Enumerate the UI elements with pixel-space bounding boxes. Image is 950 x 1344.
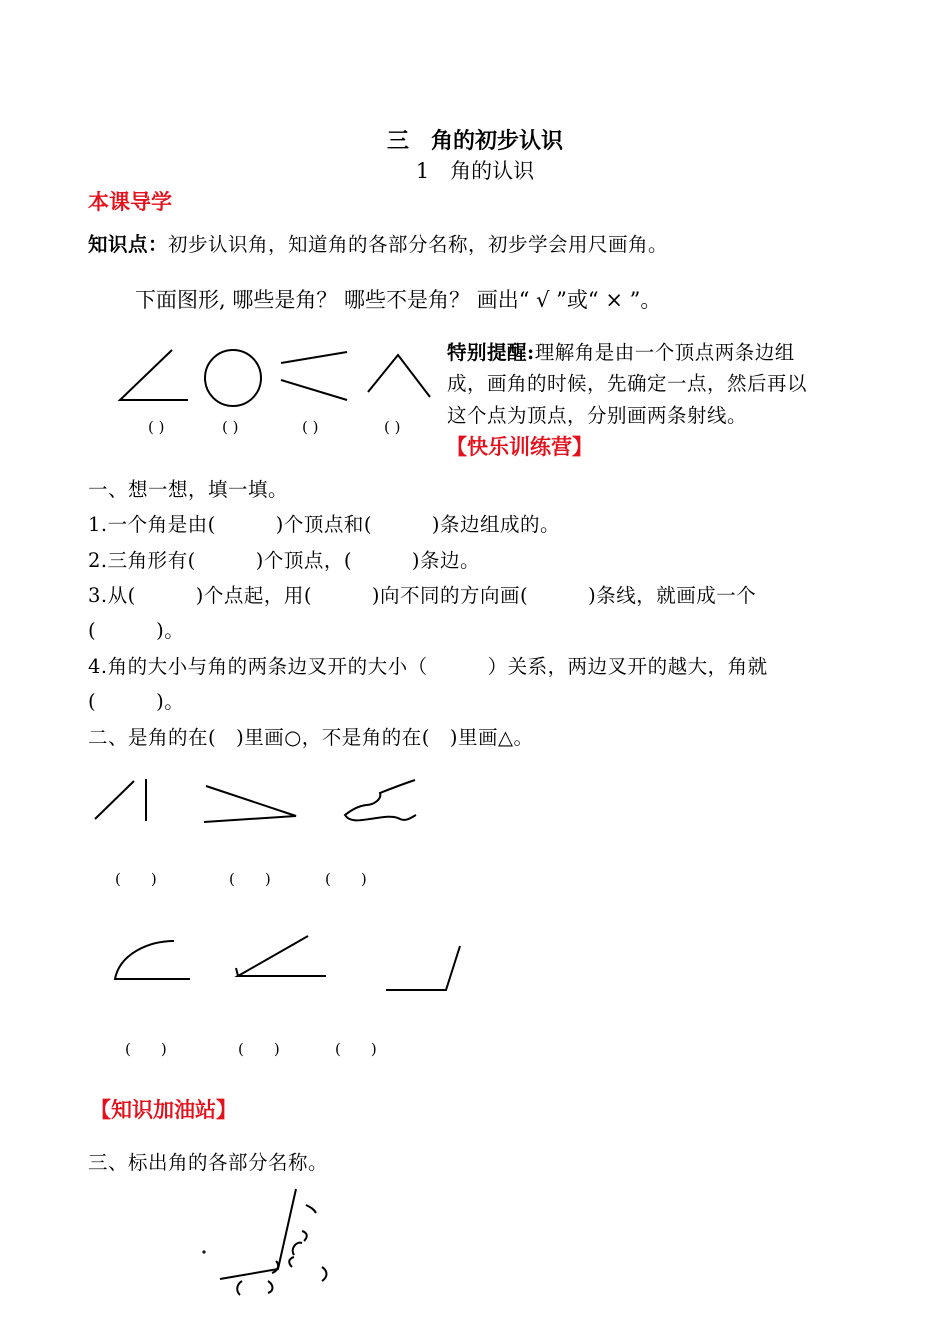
tip-line-3: 这个点为顶点，分别画两条射线。 — [447, 404, 748, 427]
figure-obtuse-angle — [380, 940, 470, 995]
figure-angle — [110, 345, 200, 410]
figure-wavy-shape — [340, 775, 430, 835]
answer-slot[interactable]: ( ) — [148, 418, 165, 436]
tip-line-1: 特别提醒:理解角是由一个顶点两条边组 — [447, 341, 795, 364]
question-4-cont: ( )。 — [88, 690, 185, 713]
figure-curved-corner — [110, 935, 200, 985]
question-4: 4.角的大小与角的两条边叉开的大小（ ）关系，两边叉开的越大，角就 — [88, 655, 768, 678]
answer-slot[interactable]: ( ) — [222, 418, 239, 436]
answer-slot[interactable]: ( ) — [115, 870, 157, 888]
question-3: 3.从( )个点起，用( )向不同的方向画( )条线，就画成一个 — [88, 584, 757, 607]
figure-separate-lines — [90, 775, 160, 830]
answer-slot[interactable]: ( ) — [238, 1040, 280, 1058]
page-title: 三 角的初步认识 — [386, 128, 563, 154]
question-1: 1.一个角是由( )个顶点和( )条边组成的。 — [88, 513, 561, 536]
section3-title: 三、标出角的各部分名称。 — [88, 1151, 329, 1174]
section2-title: 二、是角的在( )里画○，不是角的在( )里画△。 — [88, 726, 534, 749]
page-subtitle: 1 角的认识 — [415, 159, 535, 183]
section1-title: 一、想一想，填一填。 — [88, 478, 289, 501]
figure-open-lines — [275, 345, 355, 410]
answer-slot[interactable]: ( ) — [125, 1040, 167, 1058]
tip-line-2: 成，画角的时候，先确定一点，然后再以 — [447, 372, 808, 395]
angle-question: 下面图形, 哪些是角？ 哪些不是角？ 画出“ √ ”或“ × ”。 — [135, 288, 662, 312]
answer-slot[interactable]: ( ) — [229, 870, 271, 888]
question-3-cont: ( )。 — [88, 619, 185, 642]
training-heading: 【快乐训练营】 — [446, 434, 593, 459]
knowledge-point — [88, 229, 668, 257]
figure-circle — [200, 345, 270, 410]
knowledge-text: 初步认识角，知道角的各部分名称，初步学会用尺画角。 — [168, 233, 669, 256]
figure-narrow-angle — [198, 780, 308, 830]
answer-slot[interactable]: ( ) — [335, 1040, 377, 1058]
tip-label: 特别提醒: — [447, 341, 535, 364]
boost-heading: 【知识加油站】 — [90, 1097, 237, 1122]
question-2: 2.三角形有( )个顶点，( )条边。 — [88, 549, 481, 572]
answer-slot[interactable]: ( ) — [302, 418, 319, 436]
figure-caret-angle — [360, 345, 440, 410]
figure-angle-open — [230, 930, 335, 985]
knowledge-label: 知识点： — [88, 233, 169, 256]
answer-slot[interactable]: ( ) — [384, 418, 401, 436]
figure-labeled-angle — [200, 1185, 350, 1300]
answer-slot[interactable]: ( ) — [325, 870, 367, 888]
guide-heading: 本课导学 — [88, 189, 172, 214]
